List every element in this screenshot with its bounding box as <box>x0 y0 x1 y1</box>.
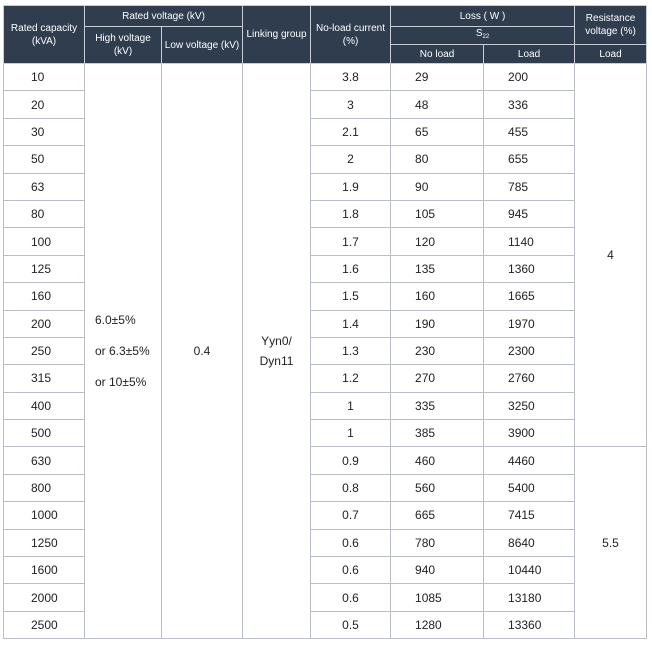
linking-group-line: Dyn11 <box>259 354 294 369</box>
cell-noload-loss: 29 <box>391 64 484 91</box>
cell-load-loss: 10440 <box>484 557 575 584</box>
cell-noload-current: 1 <box>311 420 391 447</box>
cell-capacity: 80 <box>4 200 85 227</box>
header-rated-capacity: Rated capacity (kVA) <box>4 6 85 64</box>
cell-noload-current: 2 <box>311 146 391 173</box>
header-low-voltage: Low voltage (kV) <box>162 27 243 64</box>
cell-noload-loss: 940 <box>391 557 484 584</box>
cell-noload-loss: 80 <box>391 146 484 173</box>
cell-capacity: 1250 <box>4 529 85 556</box>
series-main: S <box>475 28 483 39</box>
cell-load-loss: 4460 <box>484 447 575 474</box>
cell-noload-current: 1.9 <box>311 173 391 200</box>
cell-load-loss: 945 <box>484 200 575 227</box>
cell-linking-group <box>243 64 311 639</box>
table-row <box>4 64 647 91</box>
header-series <box>391 27 575 45</box>
cell-capacity: 250 <box>4 337 85 364</box>
cell-capacity: 1000 <box>4 502 85 529</box>
header-rated-voltage: Rated voltage (kV) <box>85 6 243 27</box>
cell-load-loss: 3250 <box>484 392 575 419</box>
header-resistance-load: Load <box>575 45 647 64</box>
cell-noload-current: 0.8 <box>311 474 391 501</box>
cell-noload-current: 0.6 <box>311 557 391 584</box>
cell-noload-current: 1.2 <box>311 365 391 392</box>
cell-noload-loss: 90 <box>391 173 484 200</box>
cell-load-loss: 13180 <box>484 584 575 611</box>
high-voltage-lines <box>85 305 161 398</box>
cell-load-loss: 655 <box>484 146 575 173</box>
cell-capacity: 20 <box>4 91 85 118</box>
cell-noload-current: 0.6 <box>311 584 391 611</box>
cell-noload-current: 1 <box>311 392 391 419</box>
cell-noload-current: 3.8 <box>311 64 391 91</box>
cell-load-loss: 1970 <box>484 310 575 337</box>
header-no-load: No load <box>391 45 484 64</box>
cell-capacity: 100 <box>4 228 85 255</box>
cell-high-voltage <box>85 64 162 639</box>
cell-load-loss: 200 <box>484 64 575 91</box>
header-load: Load <box>484 45 575 64</box>
cell-load-loss: 1140 <box>484 228 575 255</box>
cell-noload-loss: 780 <box>391 529 484 556</box>
cell-capacity: 10 <box>4 64 85 91</box>
cell-load-loss: 2760 <box>484 365 575 392</box>
header-loss: Loss ( W ) <box>391 6 575 27</box>
cell-capacity: 1600 <box>4 557 85 584</box>
cell-noload-loss: 460 <box>391 447 484 474</box>
transformer-spec-table <box>3 5 647 639</box>
cell-noload-current: 2.1 <box>311 118 391 145</box>
cell-capacity: 630 <box>4 447 85 474</box>
cell-resistance-voltage-lower: 5.5 <box>575 447 647 639</box>
cell-capacity: 500 <box>4 420 85 447</box>
cell-noload-loss: 1280 <box>391 611 484 638</box>
high-voltage-line: or 6.3±5% <box>95 343 150 358</box>
header-noload-current: No-load current (%) <box>311 6 391 64</box>
cell-load-loss: 1665 <box>484 283 575 310</box>
cell-noload-loss: 135 <box>391 255 484 282</box>
cell-capacity: 2000 <box>4 584 85 611</box>
cell-noload-loss: 270 <box>391 365 484 392</box>
cell-noload-loss: 105 <box>391 200 484 227</box>
series-sub: 22 <box>482 34 490 40</box>
cell-load-loss: 3900 <box>484 420 575 447</box>
cell-noload-current: 0.9 <box>311 447 391 474</box>
cell-low-voltage: 0.4 <box>162 64 243 639</box>
cell-noload-loss: 48 <box>391 91 484 118</box>
cell-capacity: 200 <box>4 310 85 337</box>
cell-noload-loss: 560 <box>391 474 484 501</box>
linking-group-line: Yyn0/ <box>261 334 292 349</box>
cell-load-loss: 336 <box>484 91 575 118</box>
cell-capacity: 2500 <box>4 611 85 638</box>
cell-resistance-voltage-upper: 4 <box>575 64 647 447</box>
cell-capacity: 125 <box>4 255 85 282</box>
cell-noload-loss: 385 <box>391 420 484 447</box>
cell-load-loss: 7415 <box>484 502 575 529</box>
cell-noload-current: 1.6 <box>311 255 391 282</box>
cell-capacity: 50 <box>4 146 85 173</box>
cell-noload-current: 1.5 <box>311 283 391 310</box>
cell-noload-current: 0.6 <box>311 529 391 556</box>
cell-noload-current: 1.4 <box>311 310 391 337</box>
high-voltage-line: or 10±5% <box>95 374 147 389</box>
cell-capacity: 30 <box>4 118 85 145</box>
cell-noload-loss: 65 <box>391 118 484 145</box>
cell-noload-current: 3 <box>311 91 391 118</box>
cell-capacity: 400 <box>4 392 85 419</box>
cell-load-loss: 785 <box>484 173 575 200</box>
cell-load-loss: 1360 <box>484 255 575 282</box>
cell-noload-loss: 120 <box>391 228 484 255</box>
cell-noload-loss: 190 <box>391 310 484 337</box>
cell-noload-current: 1.3 <box>311 337 391 364</box>
header-resistance-voltage: Resistance voltage (%) <box>575 6 647 45</box>
cell-capacity: 315 <box>4 365 85 392</box>
cell-noload-current: 0.7 <box>311 502 391 529</box>
cell-capacity: 63 <box>4 173 85 200</box>
cell-noload-loss: 665 <box>391 502 484 529</box>
cell-capacity: 800 <box>4 474 85 501</box>
cell-noload-current: 1.7 <box>311 228 391 255</box>
cell-noload-loss: 230 <box>391 337 484 364</box>
header-high-voltage: High voltage (kV) <box>85 27 162 64</box>
cell-load-loss: 8640 <box>484 529 575 556</box>
cell-noload-loss: 1085 <box>391 584 484 611</box>
cell-noload-loss: 335 <box>391 392 484 419</box>
table-body <box>4 64 647 639</box>
cell-noload-current: 1.8 <box>311 200 391 227</box>
cell-load-loss: 5400 <box>484 474 575 501</box>
cell-capacity: 160 <box>4 283 85 310</box>
cell-noload-current: 0.5 <box>311 611 391 638</box>
cell-noload-loss: 160 <box>391 283 484 310</box>
cell-load-loss: 13360 <box>484 611 575 638</box>
header-linking-group: Linking group <box>243 6 311 64</box>
cell-load-loss: 455 <box>484 118 575 145</box>
table-header <box>4 6 647 64</box>
high-voltage-line: 6.0±5% <box>95 312 136 327</box>
cell-load-loss: 2300 <box>484 337 575 364</box>
